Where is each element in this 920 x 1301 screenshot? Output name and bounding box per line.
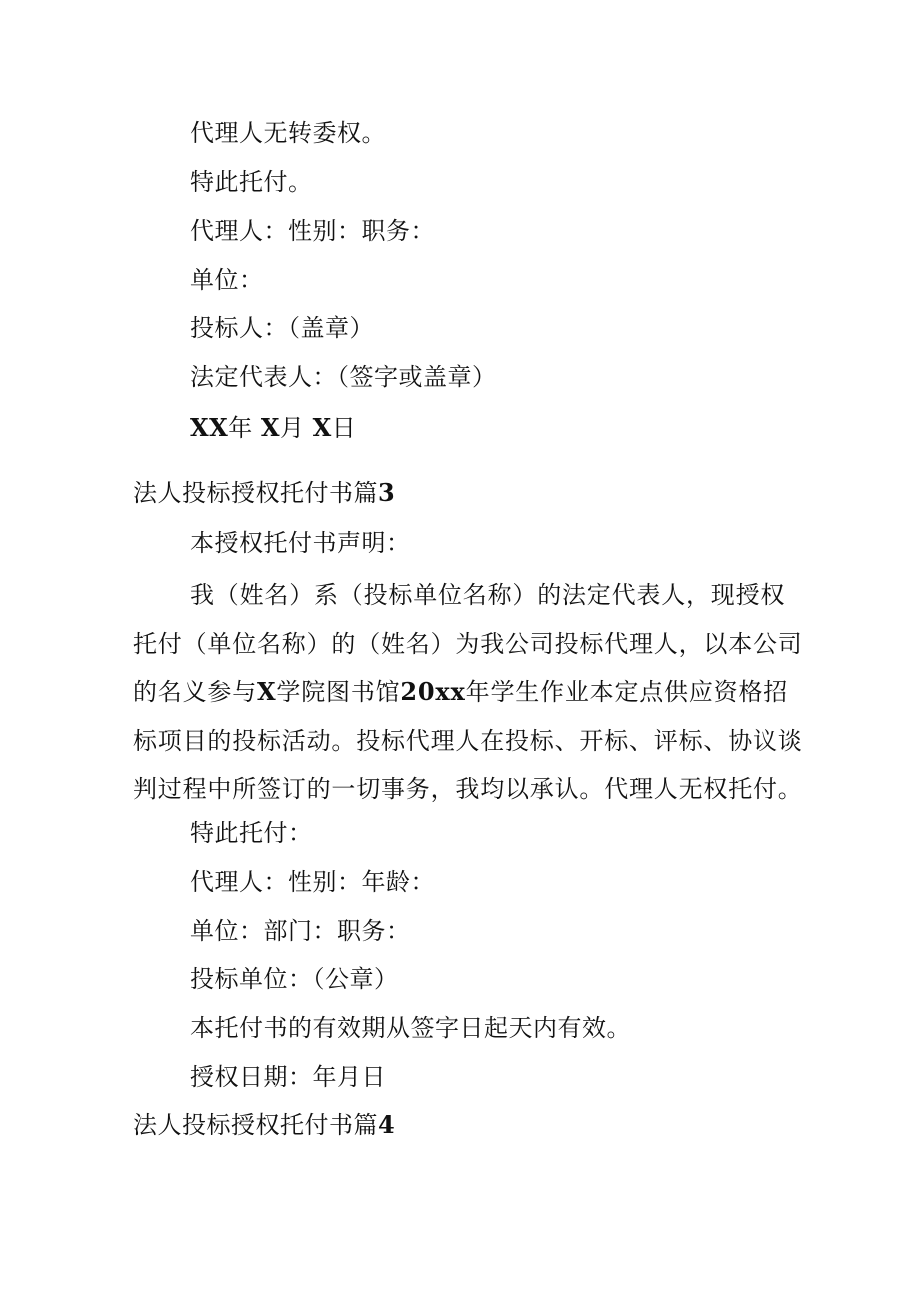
year-label: 年 <box>228 414 253 442</box>
day-label: 日 <box>331 414 357 442</box>
section-heading-text: 法人投标授权托付书篇 <box>133 479 378 507</box>
paragraph-line: 判过程中所签订的一切事务，我均以承认。代理人无权托付。 <box>133 775 803 803</box>
day-value: X <box>312 413 332 442</box>
paragraph-line: 托付（单位名称）的（姓名）为我公司投标代理人，以本公司 <box>133 629 803 658</box>
paragraph-line: 标项目的投标活动。投标代理人在投标、开标、评标、协议谈 <box>133 726 803 755</box>
date-line <box>190 413 356 443</box>
text-line: 代理人：性别：年龄： <box>190 868 435 896</box>
text-line: 代理人无转委权。 <box>190 119 386 147</box>
text-line: 单位：部门：职务： <box>190 917 411 945</box>
text-line: 特此托付。 <box>190 168 313 196</box>
year-value: XX <box>190 413 229 442</box>
text-line: 法定代表人：（签字或盖章） <box>190 363 497 391</box>
section-heading-text: 法人投标授权托付书篇 <box>133 1111 378 1139</box>
text-line: 特此托付： <box>190 819 313 847</box>
paragraph-line: 的名义参与X学院图书馆20xx年学生作业本定点供应资格招 <box>133 677 789 706</box>
section-heading <box>133 1110 395 1140</box>
statement-line: 本授权托付书声明： <box>190 529 411 557</box>
section-heading-number: 3 <box>378 478 396 507</box>
text-line: 投标人：（盖章） <box>190 314 374 342</box>
text-line: 授权日期：年月日 <box>190 1063 386 1091</box>
text-line: 代理人：性别：职务： <box>190 217 435 245</box>
section-heading <box>133 478 395 508</box>
section-heading-number: 4 <box>378 1110 396 1139</box>
paragraph-line: 我（姓名）系（投标单位名称）的法定代表人，现授权 <box>190 581 786 609</box>
text-line: 本托付书的有效期从签字日起天内有效。 <box>190 1014 631 1042</box>
text-line: 投标单位：（公章） <box>190 965 399 993</box>
text-line: 单位： <box>190 266 264 294</box>
body-paragraph <box>133 571 813 814</box>
month-label: 月 <box>280 414 305 442</box>
month-value: X <box>260 413 281 442</box>
